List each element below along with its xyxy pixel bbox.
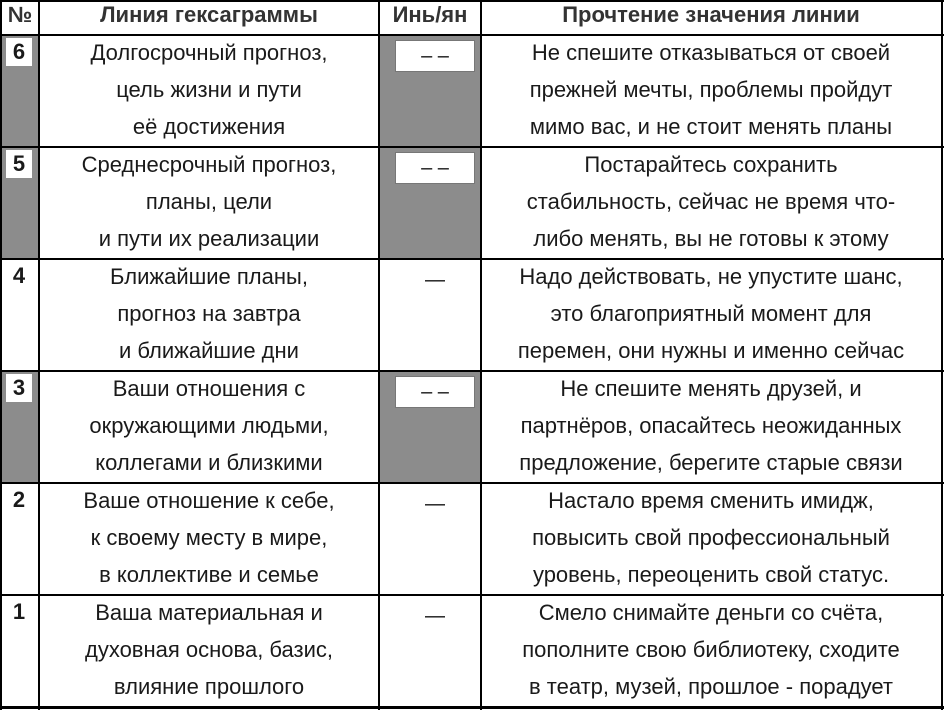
yinyang-mark: – – <box>421 45 449 67</box>
header-line: Линия гексаграммы <box>100 2 318 27</box>
rule <box>480 0 482 710</box>
line-description: Ближайшие планы, прогноз на завтра и ближайшие дни <box>110 264 308 363</box>
yinyang-mark: — <box>425 269 445 291</box>
yinyang-mark: – – <box>421 157 449 179</box>
line-description: Ваше отношение к себе, к своему месту в мире, в коллективе и семье <box>83 488 335 587</box>
rule <box>378 0 380 710</box>
rule <box>0 707 944 709</box>
header-meaning: Прочтение значения линии <box>562 2 860 27</box>
line-description: Ваши отношения с окружающими людьми, коллегами и близкими <box>89 376 329 475</box>
header-num: № <box>7 2 33 27</box>
row-number: 4 <box>12 263 26 288</box>
row-number: 1 <box>12 599 26 624</box>
line-description: Ваша материальная и духовная основа, базис, влияние прошлого <box>84 600 333 699</box>
line-meaning: Не спешите менять друзей, и партнёров, опасайтесь неожиданных предложение, берегите старые связи <box>519 376 903 475</box>
line-meaning: Постарайтесь сохранить стабильность, сейчас не время что- либо менять, вы не готовы к этому <box>526 152 896 251</box>
row-number: 2 <box>12 487 26 512</box>
row-number: 5 <box>12 151 26 176</box>
line-meaning: Надо действовать, не упустите шанс, это благоприятный момент для перемен, они нужны и именно сейчас <box>517 264 905 363</box>
rule <box>38 0 40 710</box>
rule <box>941 0 943 710</box>
row-number: 3 <box>12 375 26 400</box>
rule <box>0 0 944 2</box>
yinyang-mark: — <box>425 605 445 627</box>
line-description: Среднесрочный прогноз, планы, цели и пути их реализации <box>81 152 337 251</box>
line-meaning: Не спешите отказываться от своей прежней мечты, проблемы пройдут мимо вас, и не стоит менять планы <box>529 40 893 139</box>
row-number: 6 <box>12 39 26 64</box>
yinyang-mark: — <box>425 493 445 515</box>
yinyang-mark: – – <box>421 381 449 403</box>
line-meaning: Смело снимайте деньги со счёта, пополните свою библиотеку, сходите в театр, музей, прошлое - порадует <box>522 600 900 699</box>
header-yinyang: Инь/ян <box>392 2 468 27</box>
rule <box>0 0 2 710</box>
line-meaning: Настало время сменить имидж, повысить свой профессиональный уровень, переоценить свой статус. <box>532 488 890 587</box>
line-description: Долгосрочный прогноз, цель жизни и пути её достижения <box>90 40 328 139</box>
rule <box>0 34 944 36</box>
